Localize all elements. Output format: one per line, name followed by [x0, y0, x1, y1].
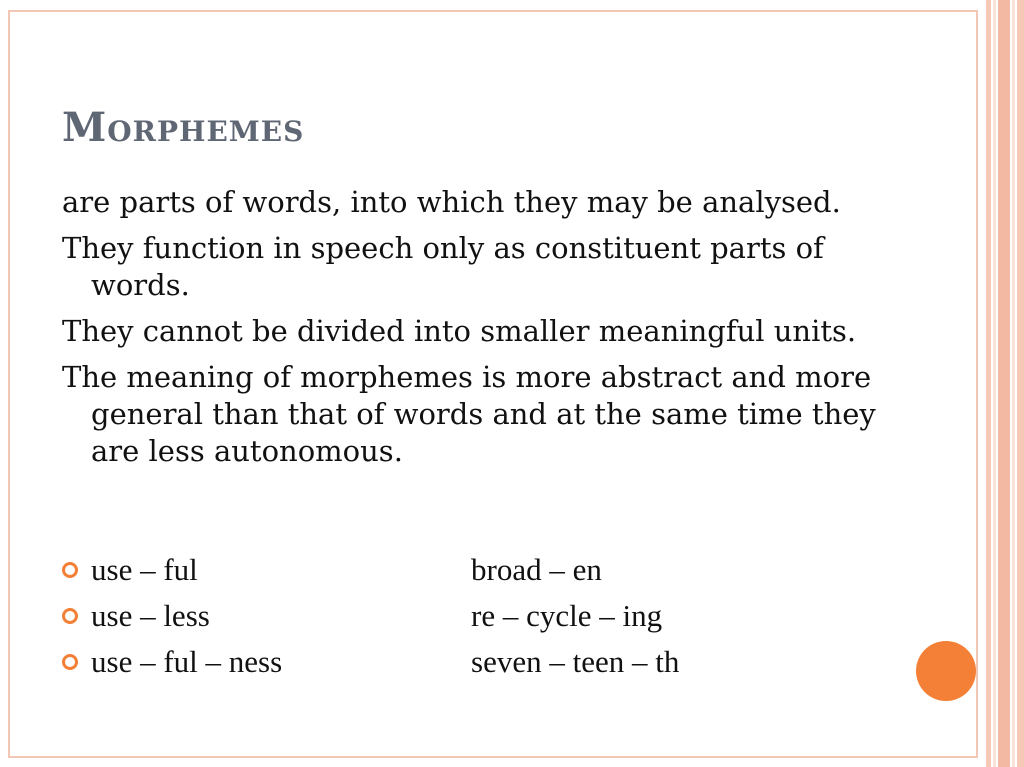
- example-left: use – ful – ness: [91, 644, 283, 679]
- decor-stripe: [986, 0, 991, 767]
- orange-circle-icon: [916, 641, 976, 701]
- decor-stripe: [998, 0, 1010, 767]
- circle-bullet-icon: [62, 608, 78, 624]
- example-right: seven – teen – th: [471, 644, 680, 679]
- example-left: use – less: [91, 598, 210, 633]
- paragraph: They cannot be divided into smaller meaningful units.: [62, 314, 857, 348]
- slide-body: [62, 184, 922, 479]
- paragraph: They function in speech only as constituent parts of words.: [62, 231, 824, 302]
- example-right: broad – en: [471, 552, 602, 587]
- paragraph: The meaning of morphemes is more abstract and more general than that of words and at the same time they are less autonomous.: [62, 360, 876, 468]
- decor-stripe: [1017, 0, 1024, 767]
- example-right: re – cycle – ing: [471, 598, 663, 633]
- circle-bullet-icon: [62, 562, 78, 578]
- paragraph: are parts of words, into which they may be analysed.: [62, 185, 841, 219]
- slide-title: Morphemes: [62, 104, 305, 151]
- circle-bullet-icon: [62, 654, 78, 670]
- example-left: use – ful: [91, 552, 198, 587]
- decor-stripe: [1012, 0, 1015, 767]
- decor-stripe: [993, 0, 996, 767]
